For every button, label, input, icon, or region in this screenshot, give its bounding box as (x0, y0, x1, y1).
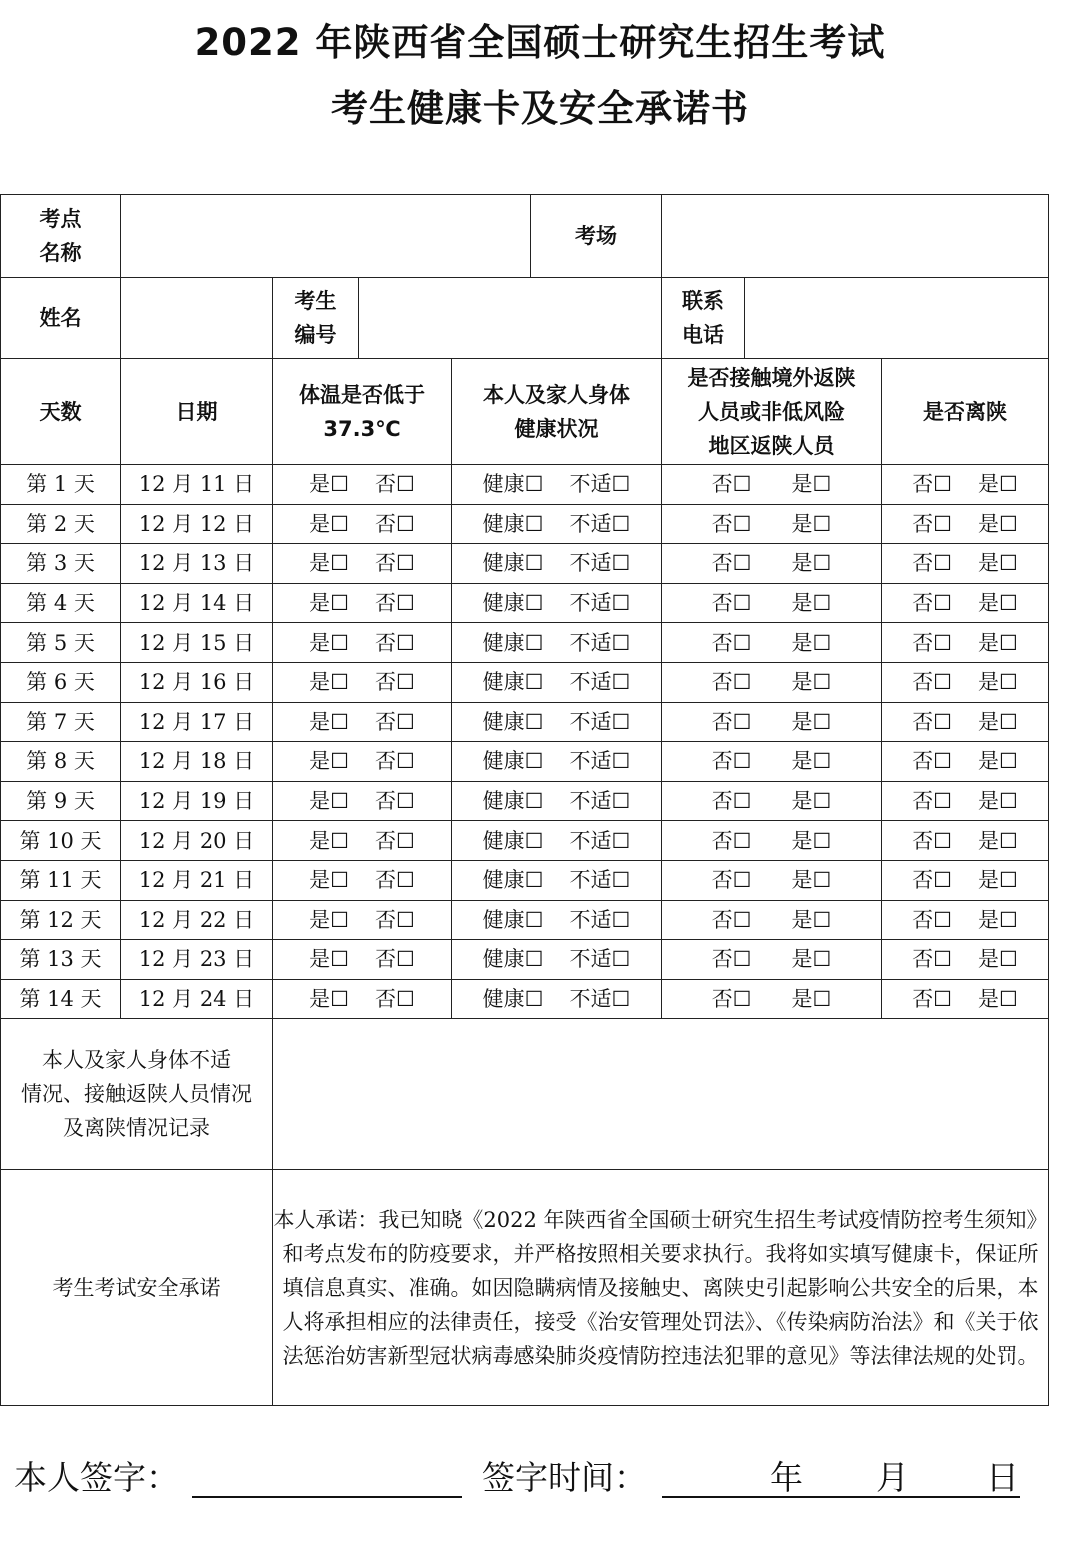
unwell-checkbox[interactable]: 不适☐ (569, 789, 631, 814)
unwell-checkbox[interactable]: 不适☐ (569, 709, 631, 734)
contact-options (662, 742, 882, 782)
contact-no-checkbox[interactable]: 否☐ (711, 868, 752, 893)
day-cell: 第 13 天 (1, 940, 121, 980)
contact-yes-checkbox[interactable]: 是☐ (791, 709, 832, 734)
health-options (452, 860, 662, 900)
unwell-checkbox[interactable]: 不适☐ (569, 472, 631, 497)
date-cell: 12 月 14 日 (121, 583, 273, 623)
health-options (452, 504, 662, 544)
leave-no-checkbox[interactable]: 否☐ (912, 907, 952, 932)
healthy-checkbox[interactable]: 健康☐ (482, 947, 544, 972)
leave-yes-checkbox[interactable]: 是☐ (978, 789, 1018, 814)
temp-yes-checkbox[interactable]: 是☐ (309, 868, 349, 893)
health-options (452, 623, 662, 663)
leave-options (882, 702, 1049, 742)
leave-options (882, 821, 1049, 861)
temp-yes-checkbox[interactable]: 是☐ (309, 828, 349, 853)
leave-no-checkbox[interactable]: 否☐ (912, 551, 952, 576)
record-row (1, 1019, 1049, 1170)
leave-yes-checkbox[interactable]: 是☐ (978, 947, 1018, 972)
table-row (1, 702, 1049, 742)
contact-no-checkbox[interactable]: 否☐ (711, 828, 752, 853)
temp-yes-checkbox[interactable]: 是☐ (309, 511, 349, 536)
leave-yes-checkbox[interactable]: 是☐ (978, 749, 1018, 774)
contact-yes-checkbox[interactable]: 是☐ (791, 987, 832, 1012)
temp-no-checkbox[interactable]: 否☐ (375, 551, 415, 576)
exam-site-row (1, 195, 1049, 278)
contact-no-checkbox[interactable]: 否☐ (711, 551, 752, 576)
healthy-checkbox[interactable]: 健康☐ (482, 511, 544, 536)
temperature-options (273, 662, 452, 702)
table-row (1, 979, 1049, 1019)
contact-yes-checkbox[interactable]: 是☐ (791, 551, 832, 576)
date-cell: 12 月 15 日 (121, 623, 273, 663)
col-health-header: 本人及家人身体 健康状况 (452, 359, 662, 465)
healthy-checkbox[interactable]: 健康☐ (482, 709, 544, 734)
candidate-info-row (1, 278, 1049, 359)
col-contact-header: 是否接触境外返陕 人员或非低风险 地区返陕人员 (662, 359, 882, 465)
day-cell: 第 4 天 (1, 583, 121, 623)
contact-no-checkbox[interactable]: 否☐ (711, 907, 752, 932)
leave-no-checkbox[interactable]: 否☐ (912, 868, 952, 893)
signature-line[interactable] (192, 1496, 462, 1498)
leave-yes-checkbox[interactable]: 是☐ (978, 511, 1018, 536)
date-cell: 12 月 13 日 (121, 544, 273, 584)
contact-yes-checkbox[interactable]: 是☐ (791, 828, 832, 853)
unwell-checkbox[interactable]: 不适☐ (569, 868, 631, 893)
unwell-checkbox[interactable]: 不适☐ (569, 591, 631, 616)
day-cell: 第 5 天 (1, 623, 121, 663)
day-cell: 第 10 天 (1, 821, 121, 861)
unwell-checkbox[interactable]: 不适☐ (569, 987, 631, 1012)
temp-no-checkbox[interactable]: 否☐ (375, 472, 415, 497)
temp-yes-checkbox[interactable]: 是☐ (309, 670, 349, 695)
unwell-checkbox[interactable]: 不适☐ (569, 511, 631, 536)
health-options (452, 544, 662, 584)
leave-no-checkbox[interactable]: 否☐ (912, 630, 952, 655)
col-leave-header: 是否离陕 (882, 359, 1049, 465)
contact-no-checkbox[interactable]: 否☐ (711, 789, 752, 814)
leave-yes-checkbox[interactable]: 是☐ (978, 828, 1018, 853)
temperature-options (273, 504, 452, 544)
name-label: 姓名 (1, 278, 121, 359)
leave-yes-checkbox[interactable]: 是☐ (978, 987, 1018, 1012)
date-cell: 12 月 21 日 (121, 860, 273, 900)
leave-yes-checkbox[interactable]: 是☐ (978, 670, 1018, 695)
phone-field[interactable] (745, 278, 1049, 359)
leave-no-checkbox[interactable]: 否☐ (912, 472, 952, 497)
date-cell: 12 月 16 日 (121, 662, 273, 702)
record-label: 本人及家人身体不适 情况、接触返陕人员情况 及离陕情况记录 (1, 1019, 273, 1170)
temp-yes-checkbox[interactable]: 是☐ (309, 987, 349, 1012)
leave-no-checkbox[interactable]: 否☐ (912, 789, 952, 814)
leave-no-checkbox[interactable]: 否☐ (912, 709, 952, 734)
date-cell: 12 月 18 日 (121, 742, 273, 782)
table-row (1, 940, 1049, 980)
healthy-checkbox[interactable]: 健康☐ (482, 472, 544, 497)
contact-no-checkbox[interactable]: 否☐ (711, 591, 752, 616)
temperature-options (273, 940, 452, 980)
contact-yes-checkbox[interactable]: 是☐ (791, 670, 832, 695)
temp-yes-checkbox[interactable]: 是☐ (309, 630, 349, 655)
candidate-no-field[interactable] (359, 278, 662, 359)
leave-no-checkbox[interactable]: 否☐ (912, 670, 952, 695)
sign-time-line[interactable] (662, 1496, 1020, 1498)
contact-options (662, 781, 882, 821)
contact-yes-checkbox[interactable]: 是☐ (791, 472, 832, 497)
col-days-header: 天数 (1, 359, 121, 465)
contact-yes-checkbox[interactable]: 是☐ (791, 749, 832, 774)
col-temperature-header: 体温是否低于 37.3℃ (273, 359, 452, 465)
contact-options (662, 662, 882, 702)
document-title-line1: 2022 年陕西省全国硕士研究生招生考试 (194, 21, 886, 64)
contact-yes-checkbox[interactable]: 是☐ (791, 789, 832, 814)
temp-yes-checkbox[interactable]: 是☐ (309, 591, 349, 616)
table-row (1, 504, 1049, 544)
exam-site-field[interactable] (121, 195, 531, 278)
leave-options (882, 583, 1049, 623)
leave-options (882, 662, 1049, 702)
leave-no-checkbox[interactable]: 否☐ (912, 828, 952, 853)
temp-yes-checkbox[interactable]: 是☐ (309, 789, 349, 814)
contact-yes-checkbox[interactable]: 是☐ (791, 868, 832, 893)
table-row (1, 623, 1049, 663)
contact-no-checkbox[interactable]: 否☐ (711, 511, 752, 536)
temp-no-checkbox[interactable]: 否☐ (375, 749, 415, 774)
leave-options (882, 940, 1049, 980)
leave-yes-checkbox[interactable]: 是☐ (978, 551, 1018, 576)
sign-time-label: 签字时间： (482, 1458, 647, 1497)
leave-options (882, 860, 1049, 900)
health-options (452, 821, 662, 861)
temp-no-checkbox[interactable]: 否☐ (375, 907, 415, 932)
leave-yes-checkbox[interactable]: 是☐ (978, 907, 1018, 932)
contact-options (662, 702, 882, 742)
leave-options (882, 544, 1049, 584)
day-cell: 第 9 天 (1, 781, 121, 821)
unwell-checkbox[interactable]: 不适☐ (569, 749, 631, 774)
health-options (452, 979, 662, 1019)
exam-site-label: 考点 名称 (1, 195, 121, 278)
column-header-row (1, 359, 1049, 465)
table-row (1, 900, 1049, 940)
contact-options (662, 504, 882, 544)
table-row (1, 781, 1049, 821)
contact-no-checkbox[interactable]: 否☐ (711, 630, 752, 655)
leave-no-checkbox[interactable]: 否☐ (912, 749, 952, 774)
date-cell: 12 月 11 日 (121, 465, 273, 505)
health-card-table (0, 194, 1049, 1406)
healthy-checkbox[interactable]: 健康☐ (482, 789, 544, 814)
temp-no-checkbox[interactable]: 否☐ (375, 868, 415, 893)
contact-no-checkbox[interactable]: 否☐ (711, 670, 752, 695)
date-cell: 12 月 12 日 (121, 504, 273, 544)
temp-yes-checkbox[interactable]: 是☐ (309, 907, 349, 932)
leave-yes-checkbox[interactable]: 是☐ (978, 630, 1018, 655)
unwell-checkbox[interactable]: 不适☐ (569, 551, 631, 576)
contact-options (662, 940, 882, 980)
date-cell: 12 月 17 日 (121, 702, 273, 742)
table-row (1, 583, 1049, 623)
temp-no-checkbox[interactable]: 否☐ (375, 709, 415, 734)
contact-options (662, 860, 882, 900)
temperature-options (273, 781, 452, 821)
day-label: 日 (986, 1458, 1019, 1497)
health-options (452, 940, 662, 980)
temp-no-checkbox[interactable]: 否☐ (375, 591, 415, 616)
contact-yes-checkbox[interactable]: 是☐ (791, 947, 832, 972)
temp-yes-checkbox[interactable]: 是☐ (309, 551, 349, 576)
day-cell: 第 14 天 (1, 979, 121, 1019)
col-date-header: 日期 (121, 359, 273, 465)
contact-options (662, 465, 882, 505)
leave-options (882, 979, 1049, 1019)
contact-no-checkbox[interactable]: 否☐ (711, 947, 752, 972)
leave-no-checkbox[interactable]: 否☐ (912, 947, 952, 972)
date-cell: 12 月 22 日 (121, 900, 273, 940)
candidate-no-label: 考生 编号 (273, 278, 359, 359)
temperature-options (273, 860, 452, 900)
healthy-checkbox[interactable]: 健康☐ (482, 749, 544, 774)
day-cell: 第 2 天 (1, 504, 121, 544)
temperature-options (273, 544, 452, 584)
contact-options (662, 583, 882, 623)
contact-no-checkbox[interactable]: 否☐ (711, 709, 752, 734)
contact-options (662, 821, 882, 861)
healthy-checkbox[interactable]: 健康☐ (482, 907, 544, 932)
temp-yes-checkbox[interactable]: 是☐ (309, 709, 349, 734)
temp-no-checkbox[interactable]: 否☐ (375, 670, 415, 695)
contact-yes-checkbox[interactable]: 是☐ (791, 907, 832, 932)
table-row (1, 821, 1049, 861)
day-cell: 第 6 天 (1, 662, 121, 702)
leave-yes-checkbox[interactable]: 是☐ (978, 709, 1018, 734)
leave-no-checkbox[interactable]: 否☐ (912, 591, 952, 616)
temperature-options (273, 465, 452, 505)
day-cell: 第 12 天 (1, 900, 121, 940)
leave-yes-checkbox[interactable]: 是☐ (978, 868, 1018, 893)
leave-options (882, 742, 1049, 782)
contact-options (662, 623, 882, 663)
temp-no-checkbox[interactable]: 否☐ (375, 828, 415, 853)
day-cell: 第 8 天 (1, 742, 121, 782)
contact-options (662, 544, 882, 584)
temperature-options (273, 623, 452, 663)
table-row (1, 742, 1049, 782)
temperature-options (273, 742, 452, 782)
daily-rows (1, 465, 1049, 1019)
unwell-checkbox[interactable]: 不适☐ (569, 630, 631, 655)
table-row (1, 860, 1049, 900)
leave-options (882, 781, 1049, 821)
document-title-line2: 考生健康卡及安全承诺书 (331, 87, 749, 130)
temp-no-checkbox[interactable]: 否☐ (375, 947, 415, 972)
pledge-label: 考生考试安全承诺 (1, 1170, 273, 1406)
leave-options (882, 623, 1049, 663)
temp-yes-checkbox[interactable]: 是☐ (309, 472, 349, 497)
day-cell: 第 1 天 (1, 465, 121, 505)
leave-no-checkbox[interactable]: 否☐ (912, 511, 952, 536)
temperature-options (273, 900, 452, 940)
temp-no-checkbox[interactable]: 否☐ (375, 630, 415, 655)
health-options (452, 662, 662, 702)
signature-label: 本人签字： (14, 1458, 179, 1497)
contact-options (662, 979, 882, 1019)
healthy-checkbox[interactable]: 健康☐ (482, 670, 544, 695)
unwell-checkbox[interactable]: 不适☐ (569, 907, 631, 932)
date-cell: 12 月 19 日 (121, 781, 273, 821)
date-cell: 12 月 20 日 (121, 821, 273, 861)
healthy-checkbox[interactable]: 健康☐ (482, 828, 544, 853)
exam-room-field[interactable] (662, 195, 1049, 278)
temperature-options (273, 979, 452, 1019)
temperature-options (273, 583, 452, 623)
temp-no-checkbox[interactable]: 否☐ (375, 789, 415, 814)
contact-yes-checkbox[interactable]: 是☐ (791, 630, 832, 655)
healthy-checkbox[interactable]: 健康☐ (482, 987, 544, 1012)
healthy-checkbox[interactable]: 健康☐ (482, 591, 544, 616)
day-cell: 第 11 天 (1, 860, 121, 900)
health-options (452, 900, 662, 940)
temperature-options (273, 821, 452, 861)
contact-no-checkbox[interactable]: 否☐ (711, 472, 752, 497)
unwell-checkbox[interactable]: 不适☐ (569, 828, 631, 853)
month-label: 月 (876, 1458, 909, 1497)
table-row (1, 465, 1049, 505)
contact-no-checkbox[interactable]: 否☐ (711, 749, 752, 774)
leave-options (882, 465, 1049, 505)
pledge-row (1, 1170, 1049, 1406)
healthy-checkbox[interactable]: 健康☐ (482, 868, 544, 893)
leave-options (882, 504, 1049, 544)
date-cell: 12 月 24 日 (121, 979, 273, 1019)
pledge-text: 本人承诺：我已知晓《2022 年陕西省全国硕士研究生招生考试疫情防控考生须知》和考点发布的防疫要求，并严格按照相关要求执行。我将如实填写健康卡，保证所填信息真实、准确。如因隐瞒病情及接触史、离陕史引起影响公共安全的后果，本人将承担相应的法律责任，接受《治安管理处罚法》、《传染病防治法》和《关于依法惩治妨害新型冠状病毒感染肺炎疫情防控违法犯罪的意见》等法律法规的处罚。 (273, 1170, 1049, 1406)
phone-label: 联系 电话 (662, 278, 745, 359)
contact-no-checkbox[interactable]: 否☐ (711, 987, 752, 1012)
temperature-options (273, 702, 452, 742)
day-cell: 第 7 天 (1, 702, 121, 742)
contact-options (662, 900, 882, 940)
healthy-checkbox[interactable]: 健康☐ (482, 630, 544, 655)
temp-no-checkbox[interactable]: 否☐ (375, 987, 415, 1012)
leave-options (882, 900, 1049, 940)
temp-yes-checkbox[interactable]: 是☐ (309, 947, 349, 972)
health-options (452, 465, 662, 505)
health-options (452, 742, 662, 782)
date-cell: 12 月 23 日 (121, 940, 273, 980)
table-row (1, 544, 1049, 584)
day-cell: 第 3 天 (1, 544, 121, 584)
unwell-checkbox[interactable]: 不适☐ (569, 670, 631, 695)
name-field[interactable] (121, 278, 273, 359)
contact-yes-checkbox[interactable]: 是☐ (791, 511, 832, 536)
contact-yes-checkbox[interactable]: 是☐ (791, 591, 832, 616)
health-options (452, 583, 662, 623)
leave-yes-checkbox[interactable]: 是☐ (978, 472, 1018, 497)
table-row (1, 662, 1049, 702)
unwell-checkbox[interactable]: 不适☐ (569, 947, 631, 972)
leave-yes-checkbox[interactable]: 是☐ (978, 591, 1018, 616)
leave-no-checkbox[interactable]: 否☐ (912, 987, 952, 1012)
temp-no-checkbox[interactable]: 否☐ (375, 511, 415, 536)
health-options (452, 781, 662, 821)
record-field[interactable] (273, 1019, 1049, 1170)
healthy-checkbox[interactable]: 健康☐ (482, 551, 544, 576)
year-label: 年 (770, 1458, 803, 1497)
exam-room-label: 考场 (531, 195, 662, 278)
health-options (452, 702, 662, 742)
temp-yes-checkbox[interactable]: 是☐ (309, 749, 349, 774)
